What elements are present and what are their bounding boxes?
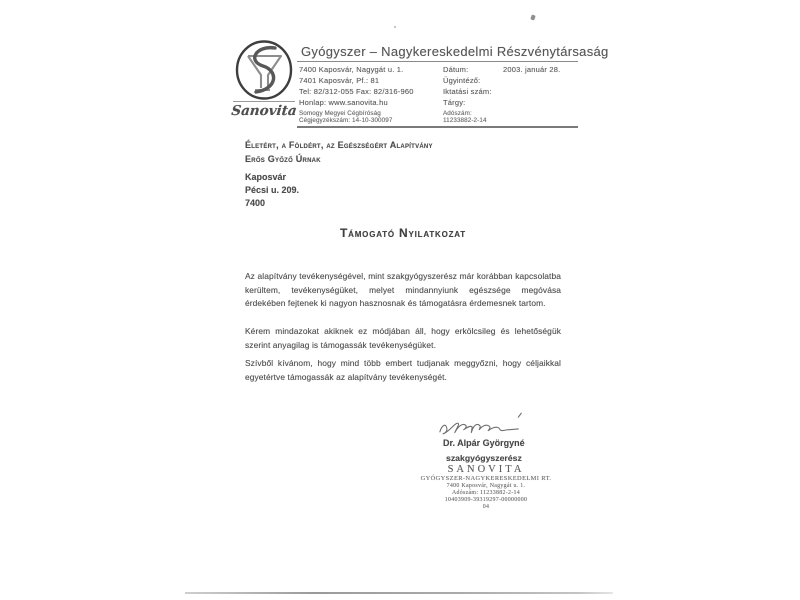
stamp-address: 7400 Kaposvár, Nagygát u. 1. <box>446 482 526 489</box>
company-name: Gyógyszer – Nagykereskedelmi Részvénytársaság <box>301 44 609 59</box>
phone-fax-line: Tel: 82/312-055 Fax: 82/316-960 <box>299 87 414 96</box>
tax-number-value: 11233882-2-14 <box>443 117 487 124</box>
page-bottom-shadow <box>185 592 613 594</box>
brand-wordmark: Sanovita <box>230 103 298 119</box>
recipient-person: Erős Győző Úrnak <box>245 154 321 164</box>
recipient-organization: Életért, a Földért, az Egészségért Alapítvány <box>245 140 433 150</box>
registry-number-line: Cégjegyzékszám: 14-10-300097 <box>299 117 393 124</box>
body-paragraph-2: Kérem mindazokat akiknek ez módjában áll, hogy erkölcsileg és lehetőségük szerint anyagilag is támogassák tevékenységüket. <box>245 326 561 350</box>
scan-speck <box>394 26 396 28</box>
signer-role: szakgyógyszerész <box>446 453 522 463</box>
logo-divider <box>233 101 295 102</box>
bowl-of-hygieia-pharmacy-icon <box>233 40 295 100</box>
website-line: Honlap: www.sanovita.hu <box>299 98 388 107</box>
body-paragraph-3: Szívből kívánom, hogy mind több embert tudjanak meggyőzni, hogy céljaikkal egyetértve támogassák az alapítvány tevékenységét. <box>245 358 561 382</box>
header-rule-bottom <box>297 126 578 128</box>
subject-label: Tárgy: <box>443 98 466 107</box>
recipient-city: Kaposvár <box>245 172 287 182</box>
signer-name: Dr. Alpár Györgyné <box>443 438 525 448</box>
header-rule-top <box>297 61 578 62</box>
document-title: Támogató Nyilatkozat <box>340 226 466 240</box>
filing-number-label: Iktatási szám: <box>443 87 492 96</box>
company-logo <box>233 40 295 105</box>
stamp-company: SANOVITA <box>447 464 525 475</box>
stamp-account-number: 10403909-39319297-00000000 <box>444 496 528 503</box>
clerk-label: Ügyintéző: <box>443 76 481 85</box>
stamp-tax-number: Adószám: 11233882-2-14 <box>451 489 521 496</box>
recipient-street: Pécsi u. 209. <box>245 185 300 195</box>
tax-number-label: Adószám: <box>443 110 472 117</box>
address-line: 7400 Kaposvár, Nagygát u. 1. <box>299 65 404 74</box>
company-stamp <box>413 464 559 511</box>
scan-speck <box>530 14 535 20</box>
stamp-suffix: 04 <box>482 503 490 510</box>
postbox-line: 7401 Kaposvár, Pf.: 81 <box>299 76 380 85</box>
date-label: Dátum: <box>443 65 469 74</box>
stamp-company-type: GYÓGYSZER-NAGYKERESKEDELMI RT. <box>420 475 552 482</box>
body-paragraph-1: Az alapítvány tevékenységével, mint szakgyógyszerész már korábban kapcsolatba kerültem, tevékenységüket, melyet mindannyiunk egészsége megóvása érdekében fejtenek ki nagyon hasznosnak és támogatásra érdemesnek tartom. <box>245 271 561 308</box>
date-value: 2003. január 28. <box>503 65 561 74</box>
recipient-zip: 7400 <box>245 198 266 208</box>
court-line: Somogy Megyei Cégbíróság <box>299 110 381 117</box>
